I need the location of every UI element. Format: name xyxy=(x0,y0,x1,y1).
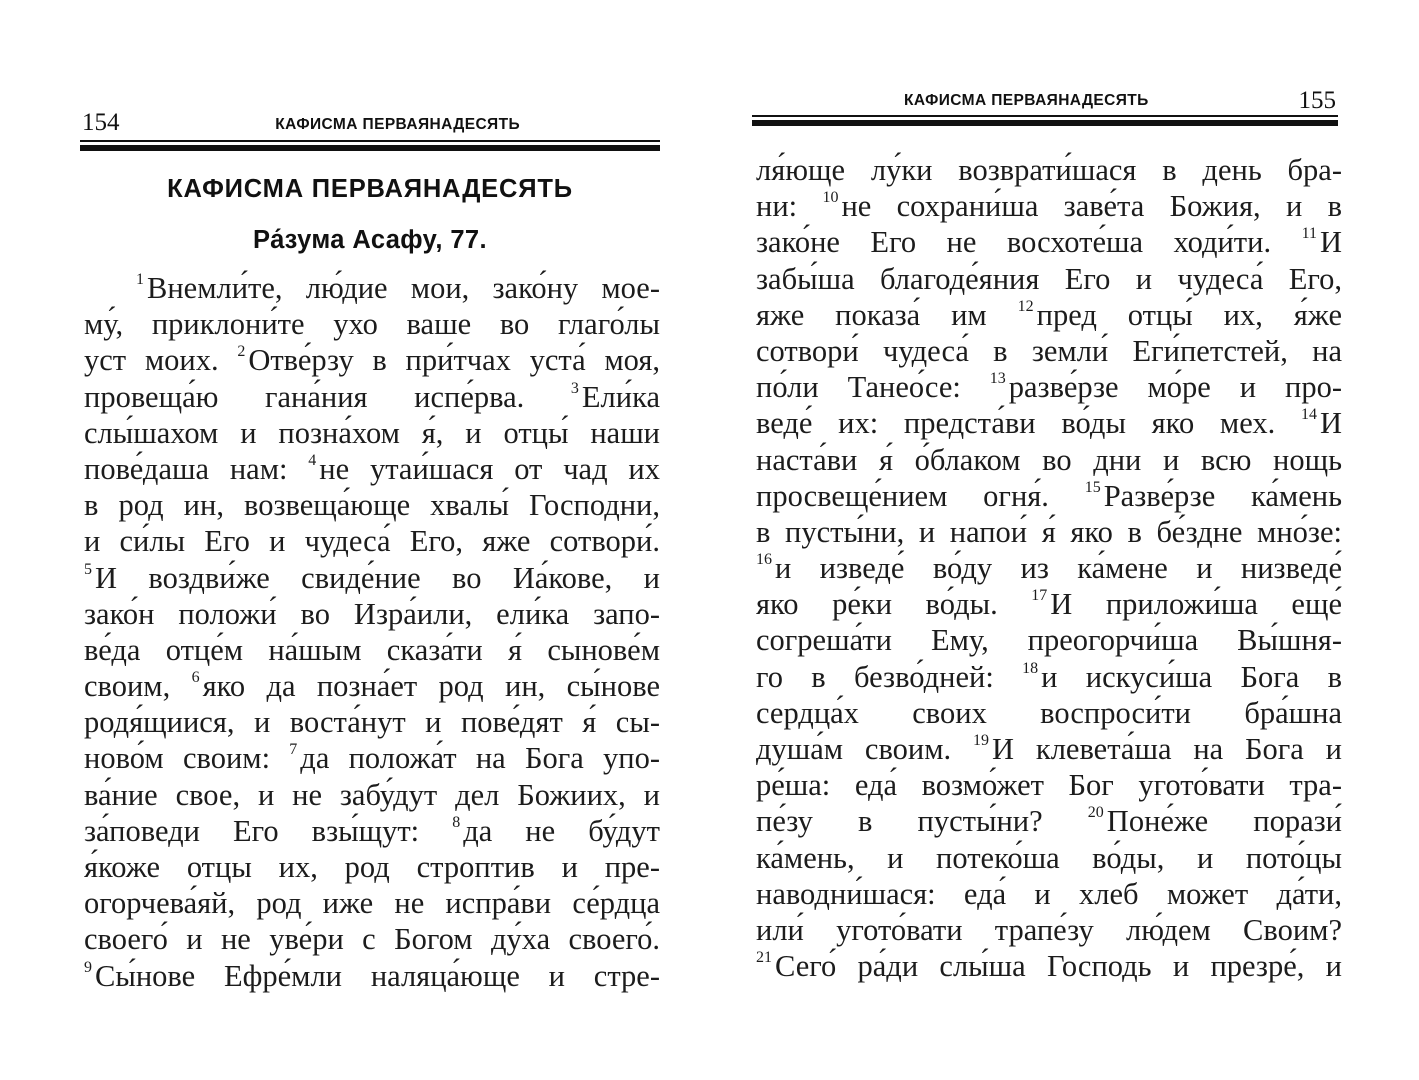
verse-text: пе́зу в пусты́ни? xyxy=(756,804,1088,839)
verse-text: яко ре́ки во́ды. xyxy=(756,587,1032,622)
verse-text: ве́да отце́м на́шым сказа́ти я́ сынове́м xyxy=(84,632,660,667)
verse-text: своим, xyxy=(84,669,192,704)
verse-number: 14 xyxy=(1300,406,1317,424)
verse-text: душа́м своим. xyxy=(756,732,974,766)
text-line xyxy=(756,333,1342,369)
text-line xyxy=(756,803,1342,839)
verse-text: уст моих. xyxy=(84,343,238,378)
verse-number: 18 xyxy=(1022,659,1039,677)
page-number: 154 xyxy=(82,109,120,136)
text-line xyxy=(756,840,1342,876)
verse-text: пред отцы́ их, я́же xyxy=(1036,297,1342,332)
verse-number: 17 xyxy=(1031,587,1048,605)
verse-text: Поне́же порази́ xyxy=(1106,804,1342,839)
text-line xyxy=(756,659,1342,695)
text-line xyxy=(756,622,1342,658)
text-line xyxy=(84,451,660,487)
verse-text: сотвори́ чудеса́ в земли́ Еги́петстей, на xyxy=(756,333,1342,368)
running-head: КАФИСМА ПЕРВАЯНАДЕСЯТЬ xyxy=(275,116,520,133)
verse-text: просвеще́нием огня́. xyxy=(756,478,1085,513)
text-line xyxy=(756,948,1342,984)
verse-text: веде́ их: предста́ви во́ды яко мех. xyxy=(756,406,1301,441)
verse-text: не сохрани́ша заве́та Божия, и в xyxy=(841,189,1343,224)
verse-text: зако́н положи́ во Изра́или, ели́ка запо- xyxy=(84,596,660,631)
verse-number: 3 xyxy=(570,379,579,397)
verse-text: Внемли́те, лю́дие мои, зако́ну мое- xyxy=(147,271,660,305)
verse-text: Ели́ка xyxy=(581,379,660,414)
verse-text: согреша́ти Ему, преогорчи́ша Вы́шня- xyxy=(756,623,1342,658)
verse-text: зако́не Его не восхоте́ша ходи́ти. xyxy=(756,225,1302,260)
text-line xyxy=(84,849,660,885)
verse-text: ново́м своим: xyxy=(84,741,290,776)
verse-number: 1 xyxy=(136,271,144,288)
verse-text: Сы́нове Ефре́мли наляца́юще и стре- xyxy=(95,958,660,993)
text-line xyxy=(756,912,1342,948)
text-line xyxy=(756,152,1342,188)
verse-text: не утаи́шася от чад их xyxy=(319,451,660,486)
verse-text: слы́шахом и позна́хом я́, и отцы́ наши xyxy=(84,415,660,450)
verse-text: провеща́ю гана́ния испе́рва. xyxy=(84,379,571,414)
verse-text: в пусты́ни, и напои́ я́ яко в бе́здне мно́зе: xyxy=(756,514,1342,549)
verse-text: сердца́х своих воспроси́ти бра́шна xyxy=(756,695,1342,730)
verse-text: пове́даша нам: xyxy=(84,451,309,486)
verse-text: и изведе́ во́ду из ка́мене и низведе́ xyxy=(775,551,1342,586)
text-line xyxy=(756,514,1342,550)
verse-text: в род ин, возвеща́юще хвалы́ Господни, xyxy=(84,488,660,523)
verse-text: огорчева́яй, род иже не испра́ви се́рдца xyxy=(84,886,660,921)
verse-number: 13 xyxy=(989,370,1006,388)
text-line xyxy=(84,379,660,415)
text-line xyxy=(84,885,660,921)
verse-number: 19 xyxy=(973,732,990,749)
verse-text: и си́лы Его и чудеса́ Его, яже сотвори́. xyxy=(84,524,660,559)
verse-text: ля́юще лу́ки возврати́шася в день бра- xyxy=(756,153,1342,187)
verse-number: 21 xyxy=(756,949,772,967)
verse-number: 11 xyxy=(1301,225,1317,243)
text-line xyxy=(84,958,660,994)
verse-text: или́ угото́вати трапе́зу лю́дем Своим? xyxy=(756,912,1342,947)
text-line xyxy=(84,777,660,813)
verse-text: родя́щиися, и воста́нут и пове́дят я́ сы- xyxy=(84,705,660,740)
verse-text: Сего́ ра́ди слы́ша Господь и презре́, и xyxy=(775,949,1342,984)
verse-text: И xyxy=(1319,406,1342,441)
verse-text: да положа́т на Бога упо- xyxy=(300,741,660,776)
text-line xyxy=(84,306,660,342)
verse-number: 12 xyxy=(1017,297,1034,315)
verse-text: по́ли Танео́се: xyxy=(756,370,990,405)
text-line xyxy=(84,921,660,957)
text-line xyxy=(756,224,1342,260)
text-line xyxy=(84,740,660,776)
verse-number: 16 xyxy=(756,551,772,569)
verse-text: яко да позна́ет род ин, сы́нове xyxy=(202,669,660,704)
text-line xyxy=(756,478,1342,514)
header-rule xyxy=(80,140,660,151)
verse-number: 8 xyxy=(452,813,461,831)
text-line xyxy=(756,369,1342,405)
text-line xyxy=(84,668,660,704)
verse-number: 4 xyxy=(308,451,317,469)
text-line xyxy=(756,767,1342,803)
verse-text: наста́ви я́ о́блаком во дни и всю нощь xyxy=(756,442,1342,477)
text-line xyxy=(84,342,660,378)
verse-text: му́, приклони́те ухо ваше во глаго́лы xyxy=(84,307,660,342)
verse-text: И приложи́ша еще́ xyxy=(1050,587,1342,622)
verse-text: ва́ние свое, и не забу́дут дел Божиих, и xyxy=(84,777,660,812)
text-line xyxy=(84,270,660,306)
left-page-text xyxy=(84,270,660,994)
verse-number: 9 xyxy=(84,958,92,976)
verse-text: го в безво́дней: xyxy=(756,659,1023,694)
right-page-header xyxy=(754,76,1336,116)
text-line xyxy=(84,523,660,559)
text-line xyxy=(84,596,660,632)
verse-number: 20 xyxy=(1087,804,1104,822)
text-line xyxy=(756,405,1342,441)
verse-number: 2 xyxy=(237,343,246,361)
running-head: КАФИСМА ПЕРВАЯНАДЕСЯТЬ xyxy=(904,92,1149,109)
text-line xyxy=(756,297,1342,333)
verse-text: забы́ша благоде́яния Его и чудеса́ Его, xyxy=(756,261,1342,296)
verse-text: своего́ и не уве́ри с Богом ду́ха своего́. xyxy=(84,922,660,957)
verse-text: за́поведи Его взы́щут: xyxy=(84,813,453,848)
verse-text: и искуси́ша Бога в xyxy=(1041,659,1342,694)
verse-text: я́коже отцы их, род строптив и пре- xyxy=(84,850,660,884)
verse-text: ка́мень, и потеко́ша во́ды, и пото́цы xyxy=(756,840,1342,875)
text-line xyxy=(84,704,660,740)
verse-text: разве́рзе мо́ре и про- xyxy=(1008,370,1342,405)
verse-number: 15 xyxy=(1084,478,1101,496)
right-page xyxy=(712,0,1419,1080)
text-line xyxy=(756,731,1342,767)
text-line xyxy=(84,632,660,668)
verse-text: ре́ша: еда́ возмо́жет Бог угото́вати тра- xyxy=(756,768,1342,803)
text-line xyxy=(756,876,1342,912)
kathisma-title: КАФИСМА ПЕРВАЯНАДЕСЯТЬ xyxy=(167,175,573,203)
left-page-header xyxy=(82,98,658,138)
verse-text: наводни́шася: еда́ и хлеб может да́ти, xyxy=(756,876,1342,911)
text-line xyxy=(84,813,660,849)
header-rule xyxy=(752,115,1338,126)
verse-number: 10 xyxy=(822,189,839,207)
psalm-subtitle: Ра́зума Асафу, 77. xyxy=(253,226,487,254)
verse-text: Разве́рзе ка́мень xyxy=(1103,478,1342,513)
verse-text: И воздви́же свиде́ние во Иа́кове, и xyxy=(95,560,660,595)
text-line xyxy=(756,442,1342,478)
text-line xyxy=(756,261,1342,297)
right-page-text xyxy=(756,152,1342,984)
verse-text: да не бу́дут xyxy=(463,813,660,848)
text-line xyxy=(756,188,1342,224)
verse-text: Отве́рзу в при́тчах уста́ моя, xyxy=(248,343,660,378)
text-line xyxy=(756,695,1342,731)
verse-text: И xyxy=(1319,225,1342,260)
text-line xyxy=(756,586,1342,622)
verse-number: 7 xyxy=(289,741,298,759)
text-line xyxy=(84,487,660,523)
text-line xyxy=(756,550,1342,586)
verse-number: 6 xyxy=(191,669,200,687)
verse-text: ни: xyxy=(756,189,823,224)
verse-number: 5 xyxy=(84,560,92,578)
page-number: 155 xyxy=(1298,87,1336,114)
text-line xyxy=(84,415,660,451)
verse-text: яже показа́ им xyxy=(756,297,1018,332)
text-line xyxy=(84,560,660,596)
verse-text: И клевета́ша на Бога и xyxy=(992,732,1342,766)
